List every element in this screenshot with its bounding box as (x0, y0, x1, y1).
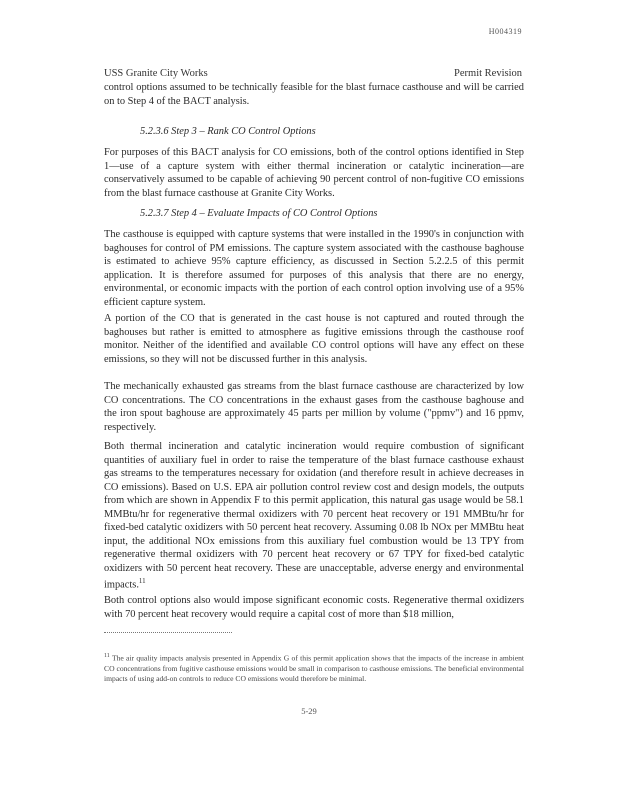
footnote-number: 11 (104, 653, 110, 659)
footnote (104, 651, 524, 684)
exhaust-paragraph: The mechanically exhausted gas streams from the blast furnace casthouse are characterized by low CO concentrations. The CO concentrations in the exhaust gases from the casthouse baghouse and the iron spout baghouse are approximately 45 parts per million by volume ("ppmv") and 16 ppmv, respectively. (104, 381, 524, 433)
step3-paragraph: For purposes of this BACT analysis for CO emissions, both of the control options identified in Step 1—use of a capture system with either thermal incineration or catalytic incineration—are conservatively assumed to be capable of achieving 90 percent control of non-fugitive CO emissions from the blast furnace casthouse at Granite City Works. (104, 147, 524, 199)
page-number: 5-29 (301, 706, 317, 716)
step4-paragraph: The casthouse is equipped with capture systems that were installed in the 1990's in conjunction with baghouses for control of PM emissions. The capture system associated with the casthouse baghouse is estimated to achieve 95% capture efficiency, as discussed in Section 5.2.2.5 of this permit application. It is therefore assumed for purposes of this analysis that there are no energy, environmental, or economic impacts with the portion of each control option involving use of a 95% efficient capture system. (104, 229, 524, 308)
intro-paragraph: control options assumed to be technically feasible for the blast furnace casthouse and will be carried on to Step 4 of the BACT analysis. (104, 82, 524, 107)
footnote-reference: 11 (138, 577, 146, 585)
header-title: Permit Revision (454, 68, 522, 79)
incineration-text: Both thermal incineration and catalytic incineration would require combustion of significant quantities of auxiliary fuel in order to raise the temperature of the blast furnace casthouse exhaust gas streams to the temperatures necessary for oxidation (and therefore result in achieve decreases in CO emissions). Based on U.S. EPA air pollution control review cost and design models, the outputs from which are shown in Appendix F to this permit application, this natural gas usage would be 58.1 MMBtu/hr for regenerative thermal oxidizers with 70 percent heat recovery or 191 MMBtu/hr for fixed-bed catalytic oxidizers with 50 percent heat recovery. Assuming 0.08 lb NOx per MMBtu heat input, the additional NOx emissions from this auxiliary fuel combustion would be 13 TPY from regenerative thermal oxidizers with 70 percent heat recovery or 67 TPY for fixed-bed catalytic oxidizers with 50 percent heat recovery. These are unacceptable, adverse energy and environmental impacts. (104, 441, 524, 591)
step3-heading: 5.2.3.6 Step 3 – Rank CO Control Options (140, 126, 316, 137)
footnote-text: The air quality impacts analysis presented in Appendix G of this permit application shows that the impacts of the increase in ambient CO concentrations from fugitive casthouse emissions would be small in comparison to casthouse emissions. The beneficial environmental impacts of using add-on controls to reduce CO emissions would therefore be minimal. (104, 653, 524, 683)
footnote-divider (104, 632, 232, 633)
document-id: H004319 (488, 27, 522, 36)
cost-paragraph: Both control options also would impose significant economic costs. Regenerative thermal oxidizers with 70 percent heat recovery would require a capital cost of more than $18 million, (104, 595, 524, 620)
incineration-paragraph (104, 440, 524, 592)
step4-heading: 5.2.3.7 Step 4 – Evaluate Impacts of CO Control Options (140, 208, 378, 219)
header-facility: USS Granite City Works (104, 68, 208, 79)
fugitive-paragraph: A portion of the CO that is generated in the cast house is not captured and routed through the baghouses but rather is emitted to atmosphere as fugitive emissions through the casthouse roof monitor. Neither of the identified and available CO control options will have any effect on these emissions, so they will not be discussed further in this analysis. (104, 313, 524, 365)
